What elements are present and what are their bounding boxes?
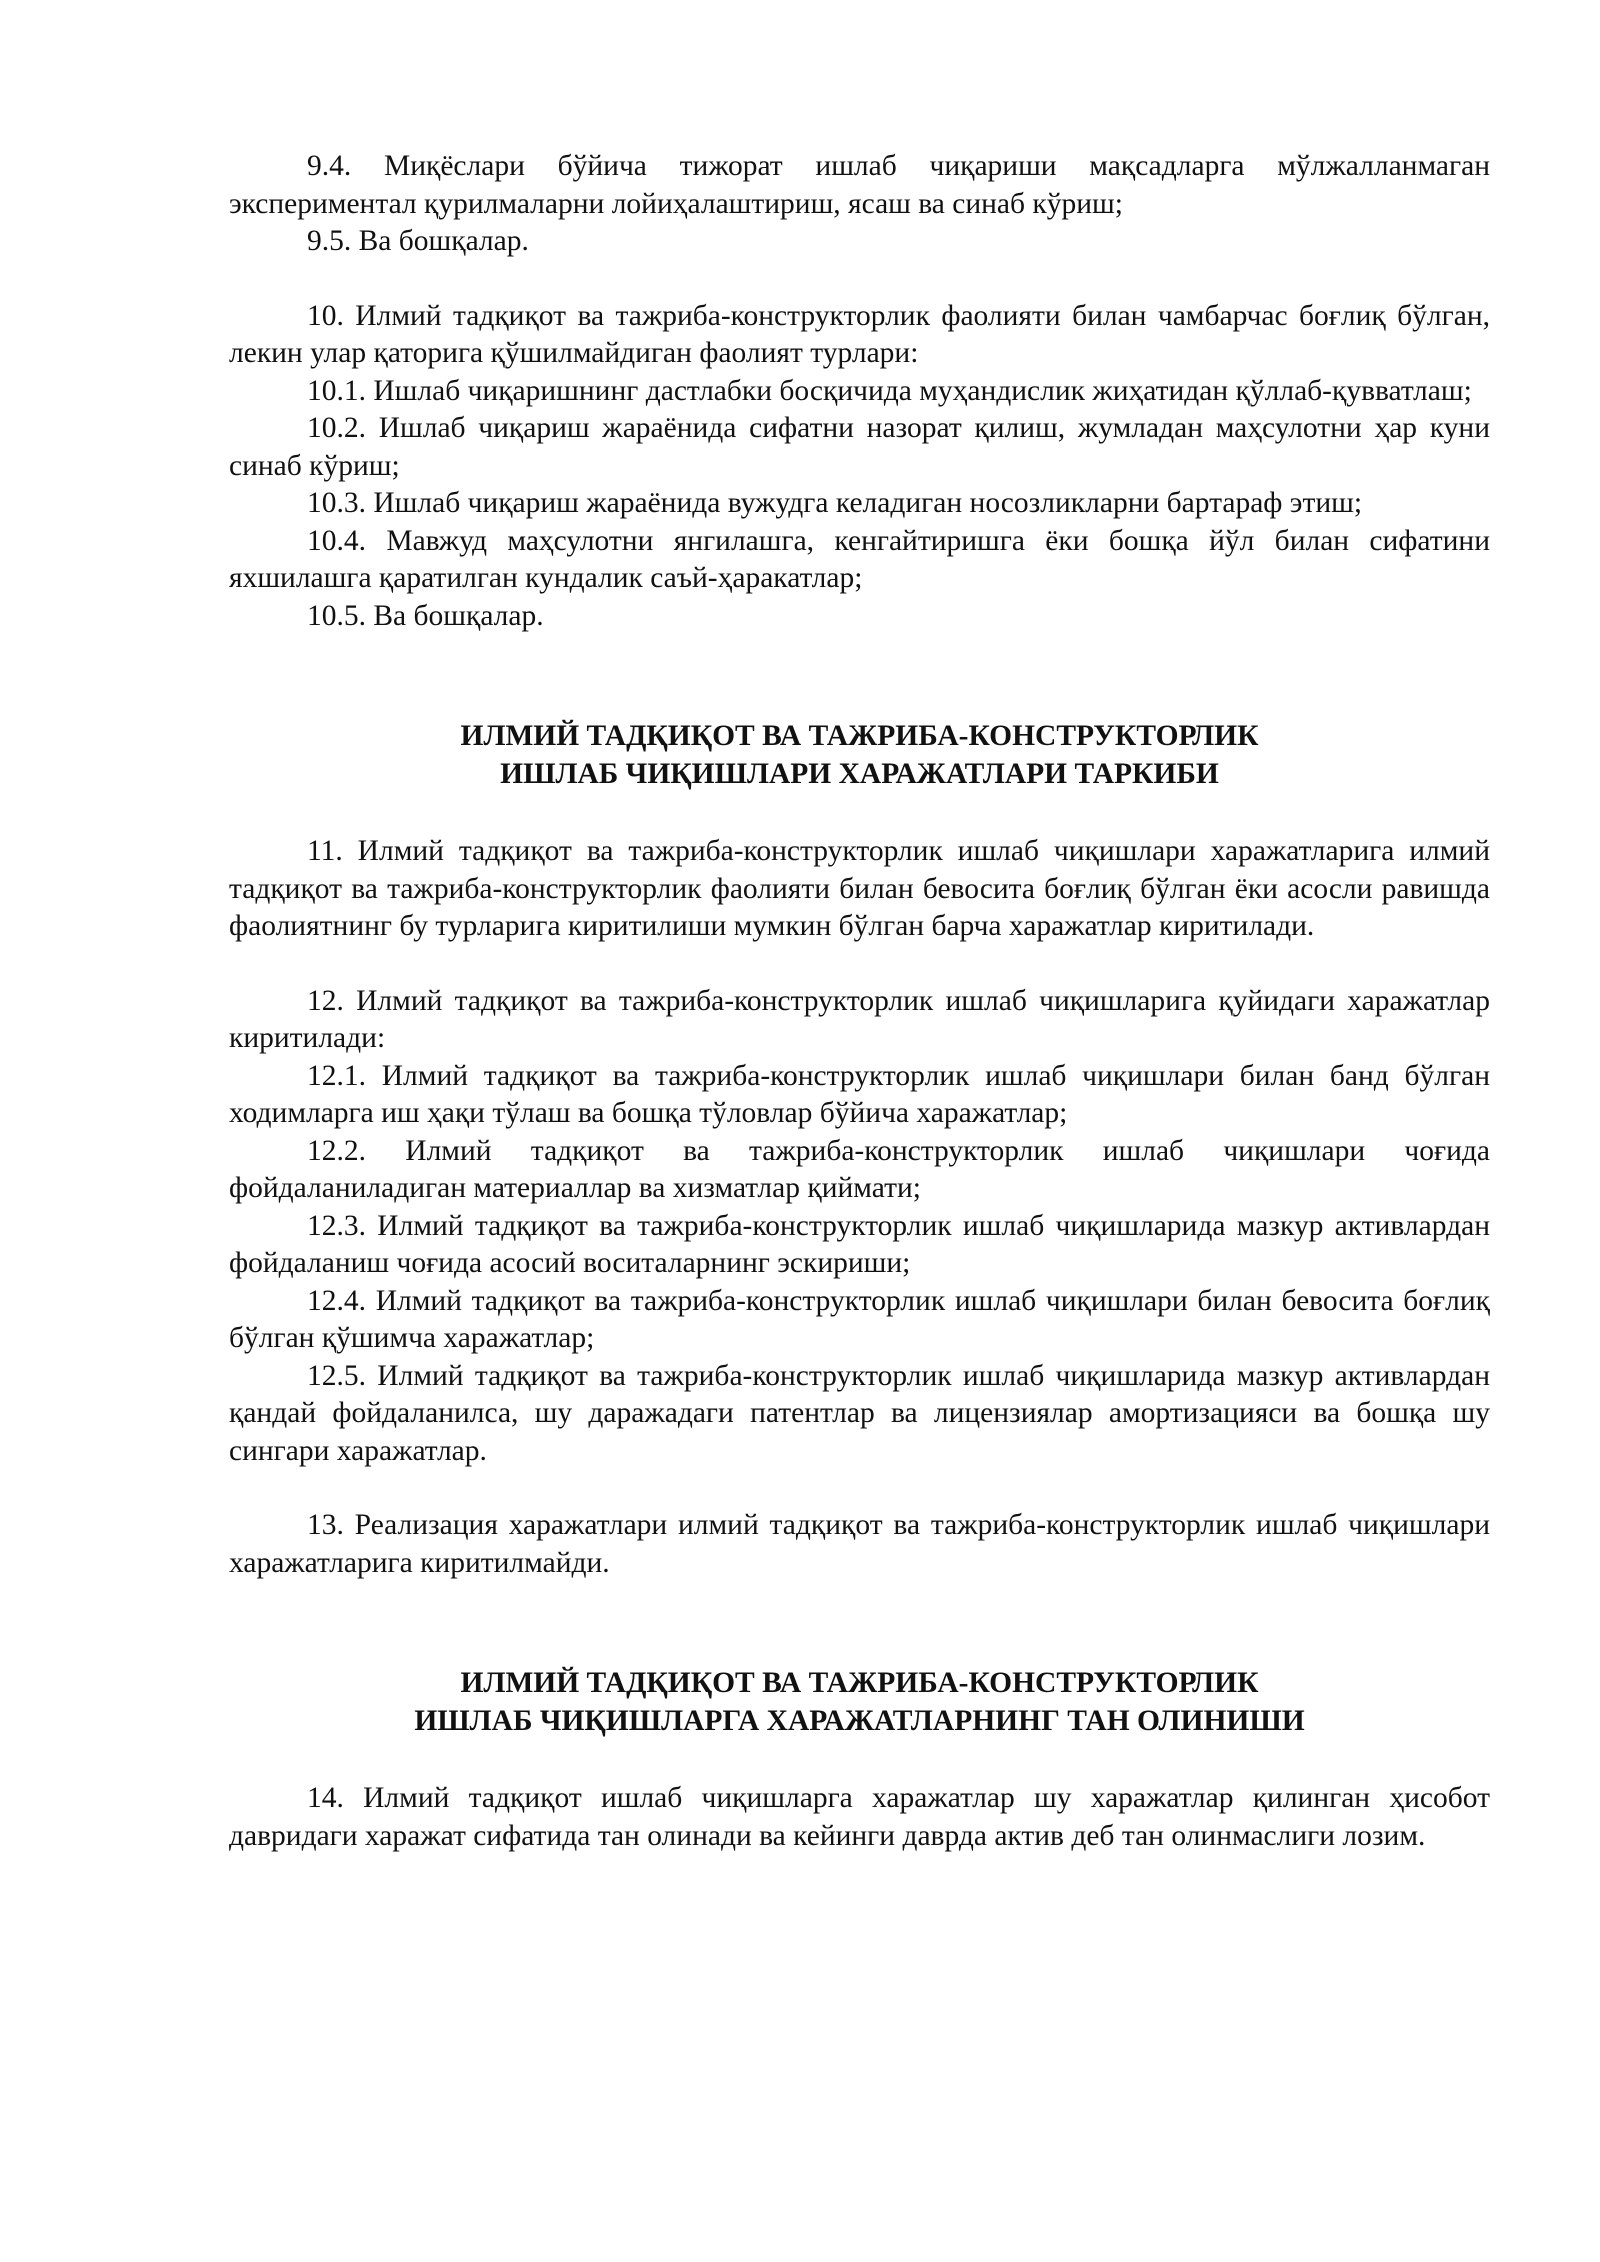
paragraph-12-3: 12.3. Илмий тадқиқот ва тажриба-конструкторлик ишлаб чиқишларида мазкур активлардан фойдаланиш чоғида асосий воситаларнинг эскириши; xyxy=(229,1209,1490,1279)
paragraph-12: 12. Илмий тадқиқот ва тажриба-конструкторлик ишлаб чиқишларига қуйидаги харажатлар киритилади: xyxy=(229,984,1490,1054)
paragraph-10-1: 10.1. Ишлаб чиқаришнинг дастлабки босқичида муҳандислик жиҳатидан қўллаб-қувватлаш; xyxy=(307,374,1472,407)
spacer xyxy=(229,793,1490,833)
paragraph-14: 14. Илмий тадқиқот ишлаб чиқишларга харажатлар шу харажатлар қилинган ҳисобот давридаги харажат сифатида тан олинади ва кейинги даврда актив деб тан олинмаслиги лозим. xyxy=(229,1782,1490,1852)
paragraph-10-3: 10.3. Ишлаб чиқариш жараёнида вужудга келадиган носозликларни бартараф этиш; xyxy=(307,487,1363,519)
section-heading-recognition xyxy=(229,1665,1490,1740)
paragraph-10-2: 10.2. Ишлаб чиқариш жараёнида сифатни назорат қилиш, жумладан маҳсулотни ҳар куни синаб кўриш; xyxy=(229,412,1490,482)
heading-line: ИЛМИЙ ТАДҚИҚОТ ВА ТАЖРИБА-КОНСТРУКТОРЛИК xyxy=(460,1667,1259,1699)
spacer xyxy=(229,635,1490,718)
paragraph-11: 11. Илмий тадқиқот ва тажриба-конструкторлик ишлаб чиқишлари харажатларига илмий тадқиқот ва тажриба-конструкторлик фаолияти билан бевосита боғлиқ бўлган ёки асосли равишда фаолиятнинг бу турларига киритилиши мумкин бўлган барча харажатлар киритилади. xyxy=(229,835,1490,942)
paragraph-12-1: 12.1. Илмий тадқиқот ва тажриба-конструкторлик ишлаб чиқишлари билан банд бўлган ходимларга иш ҳақи тўлаш ва бошқа тўловлар бўйича харажатлар; xyxy=(229,1059,1490,1129)
spacer xyxy=(229,1582,1490,1665)
heading-line: ИШЛАБ ЧИҚИШЛАРГА ХАРАЖАТЛАРНИНГ ТАН ОЛИНИШИ xyxy=(414,1704,1305,1737)
spacer xyxy=(229,1740,1490,1780)
paragraph-10-4: 10.4. Мавжуд маҳсулотни янгилашга, кенгайтиришга ёки бошқа йўл билан сифатини яхшилашга қаратилган кундалик саъй-ҳаракатлар; xyxy=(229,524,1490,594)
paragraph-9-4: 9.4. Миқёслари бўйича тижорат ишлаб чиқариши мақсадларга мўлжалланмаган экспериментал қурилмаларни лойиҳалаштириш, ясаш ва синаб кўриш; xyxy=(229,150,1490,220)
paragraph-12-4: 12.4. Илмий тадқиқот ва тажриба-конструкторлик ишлаб чиқишлари билан бевосита боғлиқ бўлган қўшимча харажатлар; xyxy=(229,1284,1490,1354)
paragraph-10: 10. Илмий тадқиқот ва тажриба-конструкторлик фаолияти билан чамбарчас боғлиқ бўлган, лекин улар қаторига қўшилмайдиган фаолият турлари: xyxy=(229,299,1490,369)
paragraph-12-2: 12.2. Илмий тадқиқот ва тажриба-конструкторлик ишлаб чиқишлари чоғида фойдаланиладиган материаллар ва хизматлар қиймати; xyxy=(229,1134,1490,1204)
heading-line: ИШЛАБ ЧИҚИШЛАРИ ХАРАЖАТЛАРИ ТАРКИБИ xyxy=(500,757,1219,790)
paragraph-13: 13. Реализация харажатлари илмий тадқиқот ва тажриба-конструкторлик ишлаб чиқишлари харажатларига киритилмайди. xyxy=(229,1509,1490,1579)
spacer xyxy=(229,946,1490,983)
section-heading-composition xyxy=(229,718,1490,793)
heading-line: ИЛМИЙ ТАДҚИҚОТ ВА ТАЖРИБА-КОНСТРУКТОРЛИК xyxy=(460,720,1259,752)
spacer xyxy=(229,261,1490,298)
spacer xyxy=(229,1470,1490,1507)
document-body xyxy=(229,148,1490,1855)
paragraph-10-5: 10.5. Ва бошқалар. xyxy=(307,599,544,632)
paragraph-12-5: 12.5. Илмий тадқиқот ва тажриба-конструкторлик ишлаб чиқишларида мазкур активлардан қандай фойдаланилса, шу даражадаги патентлар ва лицензиялар амортизацияси ва бошқа шу сингари харажатлар. xyxy=(229,1359,1490,1467)
paragraph-9-5: 9.5. Ва бошқалар. xyxy=(307,225,529,257)
